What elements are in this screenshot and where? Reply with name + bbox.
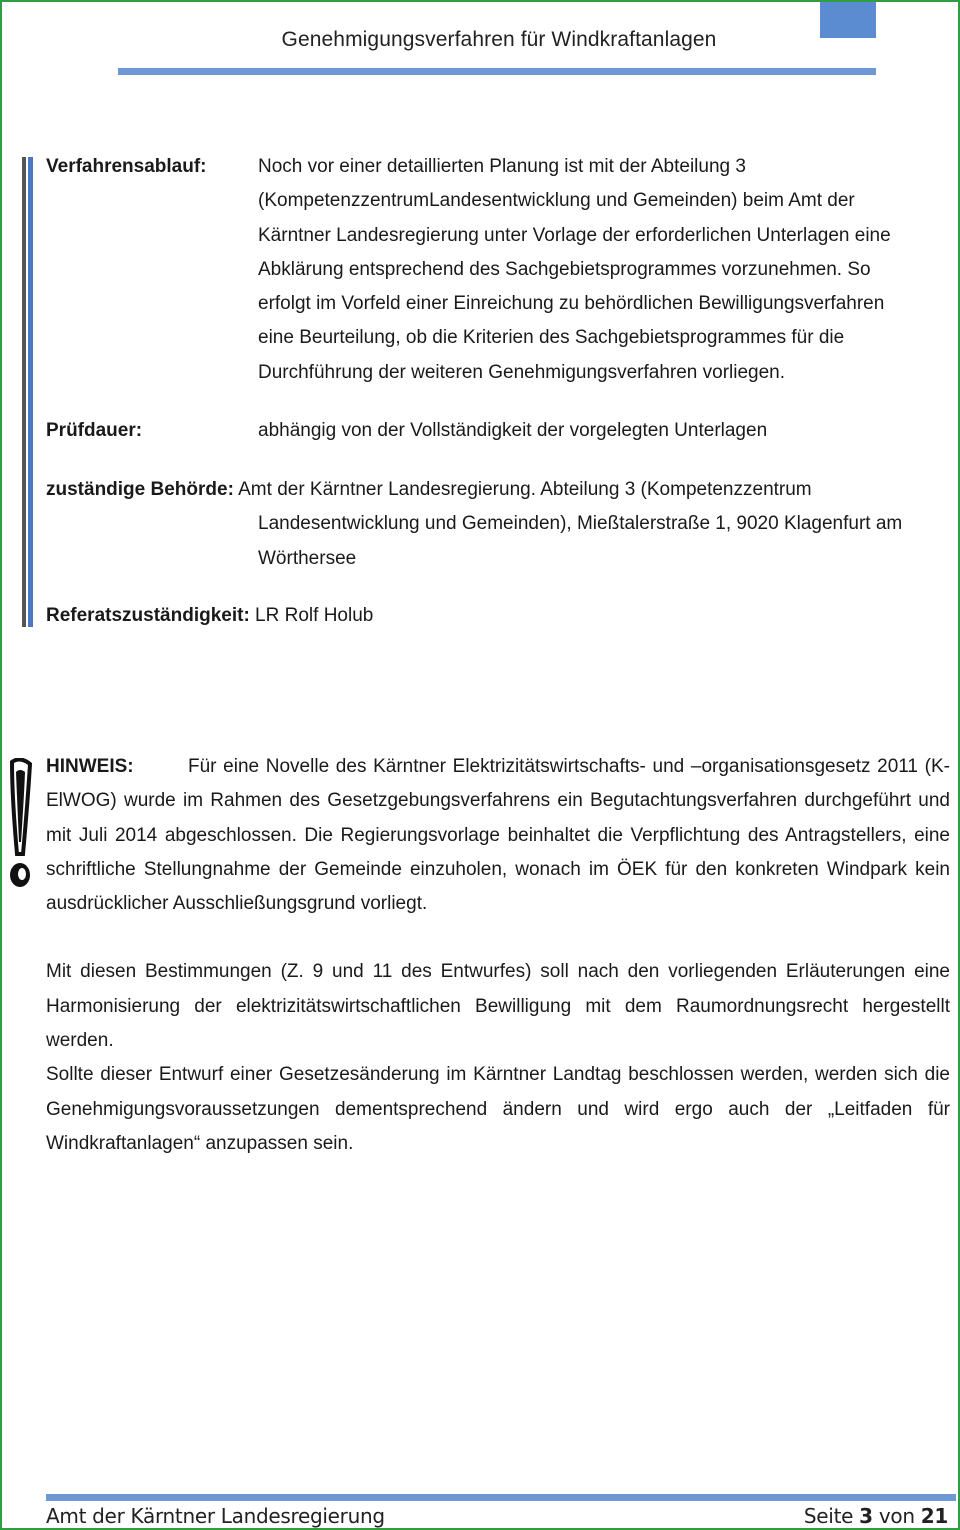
authority-line: Wörthersee — [258, 547, 357, 569]
procedure-line: erfolgt im Vorfeld einer Einreichung zu behördlichen Bewilligungsverfahren — [258, 293, 885, 315]
procedure-line: Abklärung entsprechend des Sachgebietsprogrammes vorzunehmen. So — [258, 258, 871, 280]
responsibility-label: Referatszuständigkeit: — [46, 605, 250, 626]
authority-line: Landesentwicklung und Gemeinden), Mießtalerstraße 1, 9020 Klagenfurt am — [258, 513, 903, 535]
page-mid: von — [872, 1504, 921, 1528]
authority-label: zuständige Behörde: — [46, 479, 234, 500]
header-rule — [118, 68, 876, 75]
header-title: Genehmigungsverfahren für Windkraftanlagen — [281, 28, 717, 51]
notice-paragraph: Mit diesen Bestimmungen (Z. 9 und 11 des Entwurfes) soll nach den vorliegenden Erläuterungen eine Harmonisierung der elektrizitätswirtschaftlichen Bewilligung mit dem Raumordnungsrecht hergestellt werden. — [46, 961, 950, 1052]
procedure-line: Durchführung der weiteren Genehmigungsverfahren vorliegen. — [258, 361, 786, 383]
authority-line: Amt der Kärntner Landesregierung. Abteilung 3 (Kompetenzzentrum — [233, 479, 812, 500]
notice-paragraph — [46, 750, 950, 921]
notice-section — [46, 750, 950, 1161]
authority-section — [46, 473, 946, 576]
responsibility-section — [46, 599, 946, 633]
footer-organization: Amt der Kärntner Landesregierung — [46, 1504, 385, 1528]
header-tab-decoration — [820, 2, 876, 38]
procedure-label: Verfahrensablauf: — [46, 156, 207, 177]
page-total: 21 — [920, 1504, 948, 1528]
responsibility-value: LR Rolf Holub — [249, 605, 374, 626]
duration-label: Prüfdauer: — [46, 420, 143, 441]
footer-rule — [46, 1494, 956, 1501]
exclamation-icon — [6, 758, 34, 890]
notice-paragraph: Sollte dieser Entwurf einer Gesetzesänderung im Kärntner Landtag beschlossen werden, werden sich die Genehmigungsvoraussetzungen dementsprechend ändern und wird ergo auch der „Leitfaden für Windkraftanlagen“ anzupassen sein. — [46, 1064, 950, 1154]
page-current: 3 — [859, 1504, 873, 1528]
duration-value: abhängig von der Vollständigkeit der vorgelegten Unterlagen — [258, 420, 768, 441]
procedure-line: eine Beurteilung, ob die Kriterien des Sachgebietsprogrammes für die — [258, 327, 845, 349]
procedure-text — [258, 150, 948, 390]
procedure-line: (KompetenzzentrumLandesentwicklung und Gemeinden) beim Amt der — [258, 190, 855, 212]
procedure-line: Kärntner Landesregierung unter Vorlage der erforderlichen Unterlagen eine — [258, 224, 891, 246]
procedure-line: Noch vor einer detaillierten Planung ist mit der Abteilung 3 — [258, 156, 746, 177]
page-number — [804, 1504, 948, 1528]
page-prefix: Seite — [803, 1504, 860, 1528]
section-side-bar — [22, 157, 34, 627]
notice-label: HINWEIS: — [46, 756, 134, 777]
notice-text: Für eine Novelle des Kärntner Elektrizitätswirtschafts- und –organisationsgesetz 2011 (K-ElWOG) wurde im Rahmen des Gesetzgebungsverfahrens ein Begutachtungsverfahren durchgeführt und mit Juli 2014 abgeschlossen. Die Regierungsvorlage beinhaltet die Verpflichtung des Antragstellers, eine schriftliche Stellungnahme der Gemeinde einzuholen, wonach im ÖEK für den konkreten Windpark kein ausdrücklicher Ausschließungsgrund vorliegt. — [46, 756, 950, 915]
